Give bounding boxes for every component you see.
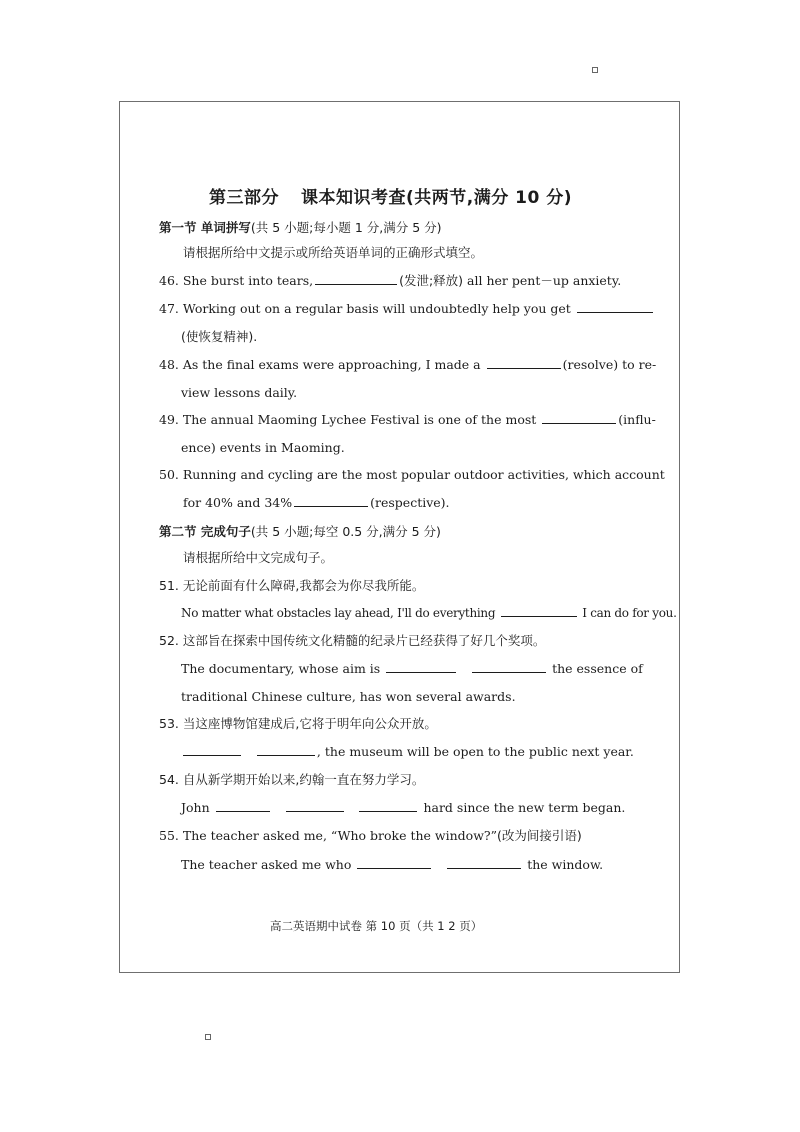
q49-text: 49. The annual Maoming Lychee Festival is one of the most xyxy=(159,412,537,427)
corner-mark-top xyxy=(592,67,598,73)
q55-blank-1[interactable] xyxy=(357,857,431,869)
q53-blank-2[interactable] xyxy=(257,744,315,756)
question-48 xyxy=(159,357,656,373)
q51-text-end: I can do for you. xyxy=(582,606,677,620)
q49-blank[interactable] xyxy=(542,412,616,424)
q53-text: , the museum will be open to the public next year. xyxy=(316,744,634,759)
part-title-main: 课本知识考查(共两节,满分 10 分) xyxy=(301,188,572,208)
part-title xyxy=(209,183,572,208)
question-55 xyxy=(159,828,582,844)
q52-blank-2[interactable] xyxy=(472,661,546,673)
q48-text: 48. As the final exams were approaching, I made a xyxy=(159,357,481,372)
q55-answer-text: The teacher asked me who xyxy=(181,857,352,872)
q47-hint: (使恢复精神). xyxy=(181,329,258,344)
q47-text: 47. Working out on a regular basis will undoubtedly help you get xyxy=(159,301,571,316)
q46-hint: (发泄;释放) xyxy=(399,273,464,288)
q52-blank-1[interactable] xyxy=(386,661,456,673)
section1-heading-label: 第一节 单词拼写 xyxy=(159,220,251,235)
question-51 xyxy=(181,605,677,621)
page-footer: 高二英语期中试卷 第 10 页（共 1 2 页） xyxy=(270,919,483,933)
question-52 xyxy=(181,661,643,677)
section1-heading-meta: (共 5 小题;每小题 1 分,满分 5 分) xyxy=(250,220,442,235)
part-title-number: 第三部分 xyxy=(209,188,279,208)
q53-chinese: 53. 当这座博物馆建成后,它将于明年向公众开放。 xyxy=(159,716,437,731)
q55-answer-line xyxy=(181,857,603,873)
q51-text: No matter what obstacles lay ahead, I'll do everything xyxy=(181,606,496,620)
section2-instruction: 请根据所给中文完成句子。 xyxy=(183,550,334,565)
q47-blank[interactable] xyxy=(577,301,653,313)
q46-text: 46. She burst into tears, xyxy=(159,273,314,288)
section2-heading xyxy=(159,522,441,540)
q46-blank[interactable] xyxy=(315,273,397,285)
q48-blank[interactable] xyxy=(487,357,561,369)
corner-mark-bottom xyxy=(205,1034,211,1040)
q52-text-end: the essence of xyxy=(552,661,643,676)
q52-chinese: 52. 这部旨在探索中国传统文化精髓的纪录片已经获得了好几个奖项。 xyxy=(159,633,546,648)
q48-continuation: view lessons daily. xyxy=(181,385,298,400)
q50-hint: (respective). xyxy=(370,495,450,510)
q49-continuation: ence) events in Maoming. xyxy=(181,440,345,455)
section2-heading-meta: (共 5 小题;每空 0.5 分,满分 5 分) xyxy=(250,524,441,539)
section1-instruction: 请根据所给中文提示或所给英语单词的正确形式填空。 xyxy=(183,245,484,260)
q51-blank[interactable] xyxy=(501,605,577,617)
q54-blank-2[interactable] xyxy=(286,800,344,812)
q52-text: The documentary, whose aim is xyxy=(181,661,381,676)
question-46 xyxy=(159,273,621,289)
q55-hint: (改为间接引语) xyxy=(497,828,582,843)
q50-text: for 40% and 34% xyxy=(183,495,293,510)
q54-blank-3[interactable] xyxy=(359,800,417,812)
q55-answer-end: the window. xyxy=(527,857,604,872)
q54-blank-1[interactable] xyxy=(216,800,270,812)
q46-text-end: all her pent－up anxiety. xyxy=(467,273,622,288)
q50-blank[interactable] xyxy=(294,495,368,507)
q52-continuation: traditional Chinese culture, has won several awards. xyxy=(181,689,516,704)
question-47 xyxy=(159,301,655,317)
q48-hint: (resolve) to re- xyxy=(562,357,657,372)
question-50: 50. Running and cycling are the most popular outdoor activities, which account xyxy=(159,467,665,482)
q54-text: John xyxy=(181,800,210,815)
question-53 xyxy=(181,744,634,760)
q55-text: 55. The teacher asked me, “Who broke the window?” xyxy=(159,828,497,843)
section1-heading xyxy=(159,218,442,236)
section2-heading-label: 第二节 完成句子 xyxy=(159,524,251,539)
q54-text-end: hard since the new term began. xyxy=(423,800,626,815)
q54-chinese: 54. 自从新学期开始以来,约翰一直在努力学习。 xyxy=(159,772,425,787)
q49-hint: (influ- xyxy=(618,412,656,427)
q50-line2 xyxy=(183,495,450,511)
q53-blank-1[interactable] xyxy=(183,744,241,756)
q51-chinese: 51. 无论前面有什么障碍,我都会为你尽我所能。 xyxy=(159,578,425,593)
question-54 xyxy=(181,800,625,816)
question-49 xyxy=(159,412,656,428)
q55-blank-2[interactable] xyxy=(447,857,521,869)
